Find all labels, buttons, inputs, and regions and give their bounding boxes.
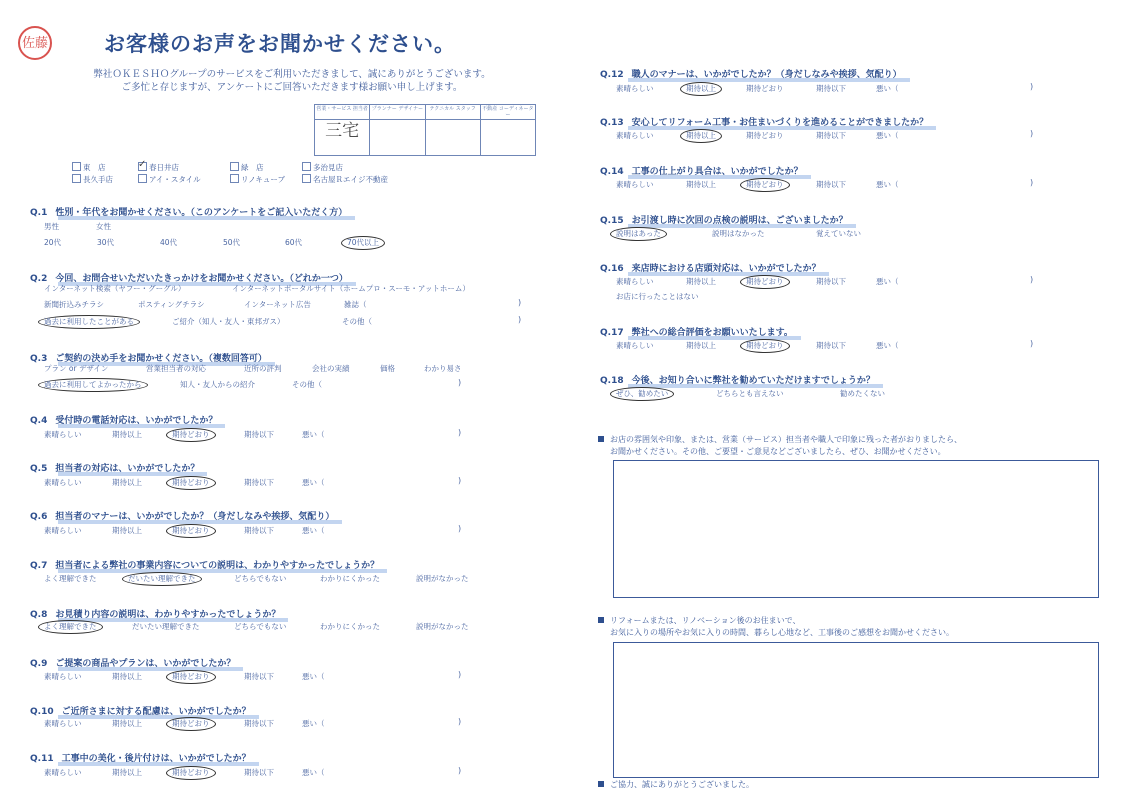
option-understood-well-selected[interactable]: よく理解できた [38, 620, 103, 634]
option-above-expectation[interactable]: 期待以上 [112, 719, 142, 728]
question-q7 [30, 553, 387, 573]
question-text: 工事中の美化・後片付けは、いかがでしたか？ [61, 754, 251, 764]
store-option[interactable] [72, 174, 113, 185]
option-excellent[interactable]: 素晴らしい [616, 277, 654, 286]
option-below-expectation[interactable]: 期待以下 [816, 341, 846, 350]
option-price[interactable]: 価格 [380, 364, 395, 373]
option-as-expected-selected[interactable]: 期待どおり [740, 178, 790, 192]
question-q3 [30, 346, 275, 366]
option-below-expectation[interactable]: 期待以下 [244, 719, 274, 728]
option-bad[interactable]: 悪い（ [302, 526, 325, 535]
close-paren: ) [1030, 82, 1034, 91]
option-dont-remember[interactable]: 覚えていない [816, 229, 861, 238]
question-text: 担当者の対応は、いかがでしたか？ [55, 464, 200, 474]
checkbox-icon[interactable] [138, 174, 147, 183]
prompt-line [598, 627, 954, 639]
option-excellent[interactable]: 素晴らしい [616, 180, 654, 189]
question-q15 [600, 208, 856, 228]
question-number: Q.7 [30, 561, 48, 571]
checkbox-checked-icon[interactable] [138, 162, 147, 171]
question-text: 担当者による弊社の事業内容についての説明は、わかりやすかったでしょうか？ [55, 561, 380, 571]
option-excellent[interactable]: 素晴らしい [44, 768, 82, 777]
checkbox-icon[interactable] [302, 162, 311, 171]
option-definitely-recommend-selected[interactable]: ぜひ、勧めたい [610, 387, 674, 401]
intro-line-1: 弊社ＯＫＥＳＨＯグループのサービスをご利用いただきまして、誠にありがとうございます。 [93, 69, 491, 80]
option-above-expectation[interactable]: 期待以上 [112, 526, 142, 535]
option-mostly-understood[interactable]: だいたい理解できた [132, 622, 200, 631]
staff-header-technical: テクニカル スタッフ [425, 105, 480, 120]
option-track-record[interactable]: 会社の実績 [312, 364, 350, 373]
question-heading [600, 325, 801, 340]
staff-header-realestate: 不動産 コーディネーター [480, 105, 535, 120]
question-heading [30, 461, 207, 476]
question-text: 受付時の電話対応は、いかがでしたか？ [55, 416, 218, 426]
staff-header-planner: プランナー デザイナー [370, 105, 425, 120]
option-bad[interactable]: 悪い（ [876, 277, 899, 286]
question-number: Q.4 [30, 416, 48, 426]
store-label: 長久手店 [83, 175, 113, 184]
option-no-explanation[interactable]: 説明がなかった [416, 574, 469, 583]
intro-text [62, 68, 522, 94]
page-title: お客様のお声をお聞かせください。 [104, 32, 456, 56]
question-number: Q.5 [30, 464, 48, 474]
question-q5 [30, 456, 207, 476]
question-q11 [30, 746, 259, 766]
option-female[interactable]: 女性 [96, 222, 111, 231]
option-as-expected[interactable]: 期待どおり [746, 131, 784, 140]
question-number: Q.2 [30, 274, 48, 284]
close-paren: ) [1030, 129, 1034, 138]
question-number: Q.10 [30, 707, 54, 717]
question-number: Q.15 [600, 216, 624, 226]
option-reputation[interactable]: 近所の評判 [244, 364, 282, 373]
question-q10 [30, 699, 259, 719]
question-q8 [30, 602, 288, 622]
option-sales-response[interactable]: 営業担当者の対応 [146, 364, 206, 373]
option-as-expected-selected[interactable]: 期待どおり [166, 766, 216, 780]
close-paren: ) [458, 524, 462, 533]
option-neither[interactable]: どちらでもない [234, 574, 287, 583]
store-option[interactable] [302, 174, 388, 185]
bullet-square-icon [598, 617, 604, 623]
option-bad[interactable]: 悪い（ [302, 478, 325, 487]
option-as-expected-selected[interactable]: 期待どおり [166, 428, 216, 442]
store-label: 多治見店 [313, 163, 343, 172]
store-option[interactable] [302, 162, 343, 173]
option-never-visited[interactable]: お店に行ったことはない [616, 292, 699, 301]
question-number: Q.17 [600, 328, 624, 338]
thanks-message [598, 779, 754, 790]
option-other[interactable]: その他（ [292, 380, 322, 389]
question-text: お見積り内容の説明は、わかりやすかったでしょうか？ [55, 610, 281, 620]
question-number: Q.11 [30, 754, 54, 764]
bullet-square-icon [598, 436, 604, 442]
option-as-expected-selected[interactable]: 期待どおり [166, 476, 216, 490]
option-below-expectation[interactable]: 期待以下 [244, 430, 274, 439]
option-below-expectation[interactable]: 期待以下 [244, 526, 274, 535]
option-as-expected-selected[interactable]: 期待どおり [166, 717, 216, 731]
option-below-expectation[interactable]: 期待以下 [244, 768, 274, 777]
option-used-before-good-selected[interactable]: 過去に利用してよかったから [38, 378, 148, 392]
option-excellent[interactable]: 素晴らしい [44, 430, 82, 439]
question-number: Q.1 [30, 208, 48, 218]
option-bad[interactable]: 悪い（ [302, 672, 325, 681]
store-option[interactable] [72, 162, 106, 173]
prompt-text: お気に入りの場所やお気に入りの時間、暮らし心地など、工事後のご感想をお聞かせください。 [610, 628, 954, 637]
question-heading [600, 115, 936, 130]
option-above-expectation[interactable]: 期待以上 [112, 768, 142, 777]
option-above-expectation[interactable]: 期待以上 [686, 341, 716, 350]
prompt-text: リフォームまたは、リノベーション後のお住まいで、 [610, 616, 801, 625]
option-bad[interactable]: 悪い（ [302, 719, 325, 728]
question-heading [600, 373, 883, 388]
option-below-expectation[interactable]: 期待以下 [244, 478, 274, 487]
question-number: Q.16 [600, 264, 624, 274]
store-label: 名古屋Ｒエイジ不動産 [313, 175, 388, 184]
store-label: 緑 店 [241, 163, 264, 172]
question-q6 [30, 504, 342, 524]
option-50s[interactable]: 50代 [223, 238, 241, 247]
option-not-explained[interactable]: 説明はなかった [712, 229, 765, 238]
question-heading [600, 261, 829, 276]
close-paren: ) [458, 766, 462, 775]
option-excellent[interactable]: 素晴らしい [44, 478, 82, 487]
question-heading [600, 213, 856, 228]
option-bad[interactable]: 悪い（ [302, 430, 325, 439]
close-paren: ) [458, 428, 462, 437]
question-text: 性別・年代をお聞かせください。（このアンケートをご記入いただく方） [55, 208, 348, 218]
store-label: 春日井店 [149, 163, 179, 172]
question-heading [30, 704, 259, 719]
question-heading [600, 164, 811, 179]
question-heading [30, 656, 243, 671]
question-text: ご提案の商品やプランは、いかがでしたか？ [55, 659, 236, 669]
option-40s[interactable]: 40代 [160, 238, 178, 247]
option-understood-well[interactable]: よく理解できた [44, 574, 97, 583]
store-option[interactable] [138, 174, 201, 185]
checkbox-icon[interactable] [230, 174, 239, 183]
question-number: Q.12 [600, 70, 624, 80]
option-neither[interactable]: どちらでもない [234, 622, 287, 631]
option-below-expectation[interactable]: 期待以下 [244, 672, 274, 681]
option-hard-to-understand[interactable]: わかりにくかった [320, 622, 380, 631]
prompt-text: お聞かせください。その他、ご要望・ご意見などございましたら、ぜひ、お聞かせください。 [610, 447, 946, 456]
name-seal-stamp [18, 26, 52, 60]
option-no-explanation[interactable]: 説明がなかった [416, 622, 469, 631]
option-used-before-selected[interactable]: 過去に利用したことがある [38, 315, 140, 329]
option-posting-flyer[interactable]: ポスティングチラシ [138, 300, 205, 309]
question-heading [30, 413, 225, 428]
question-text: 今回、お問合せいただいたきっかけをお聞かせください。（どれか一つ） [55, 274, 348, 284]
question-q1 [30, 200, 355, 220]
option-60s[interactable]: 60代 [285, 238, 303, 247]
intro-line-2: ご多忙と存じますが、アンケートにご回答いただきます様お願い申し上げます。 [121, 82, 463, 93]
option-male[interactable]: 男性 [44, 222, 59, 231]
question-text: 今後、お知り合いに弊社を勧めていただけますでしょうか？ [631, 376, 875, 386]
question-heading [30, 558, 387, 573]
option-explained-selected[interactable]: 説明はあった [610, 227, 667, 241]
question-text: 工事の仕上がり具合は、いかがでしたか？ [631, 167, 803, 177]
option-portal-site[interactable]: インターネットポータルサイト（ホームプロ・スーモ・アットホーム） [232, 284, 470, 293]
option-magazine[interactable]: 雑誌（ [344, 300, 367, 309]
staff-technical-name[interactable] [425, 120, 480, 156]
staff-planner-name[interactable] [370, 120, 425, 156]
question-q18 [600, 368, 883, 388]
staff-table [314, 104, 536, 156]
free-comment-prompt-1 [598, 434, 962, 458]
question-text: 職人のマナーは、いかがでしたか？（身だしなみや挨拶、気配り） [631, 70, 902, 80]
option-referral[interactable]: ご紹介（知人・友人・東邦ガス） [172, 317, 285, 326]
question-text: ご契約の決め手をお聞かせください。（複数回答可） [55, 354, 267, 364]
question-q12 [600, 62, 910, 82]
question-number: Q.6 [30, 512, 48, 522]
checkbox-icon[interactable] [302, 174, 311, 183]
option-as-expected-selected[interactable]: 期待どおり [166, 670, 216, 684]
question-number: Q.3 [30, 354, 48, 364]
store-option[interactable] [230, 162, 264, 173]
question-q4 [30, 408, 225, 428]
option-internet-search[interactable]: インターネット検索（ヤフー・グーグル） [44, 284, 186, 293]
question-text: 来店時における店頭対応は、いかがでしたか？ [631, 264, 821, 274]
option-as-expected[interactable]: 期待どおり [746, 84, 784, 93]
option-excellent[interactable]: 素晴らしい [616, 84, 654, 93]
question-heading [30, 205, 355, 220]
free-comment-prompt-2 [598, 615, 954, 639]
prompt-text: お店の雰囲気や印象、または、営業（サービス）担当者や職人で印象に残った者がおりましたら、 [610, 435, 962, 444]
close-paren: ) [458, 717, 462, 726]
option-clarity[interactable]: わかり易さ [424, 364, 462, 373]
staff-realestate-name[interactable] [480, 120, 535, 156]
option-above-expectation[interactable]: 期待以上 [112, 430, 142, 439]
option-bad[interactable]: 悪い（ [876, 131, 899, 140]
option-bad[interactable]: 悪い（ [876, 180, 899, 189]
option-excellent[interactable]: 素晴らしい [44, 526, 82, 535]
store-label: リノキューブ [241, 175, 286, 184]
close-paren: ) [1030, 339, 1034, 348]
option-above-expectation-selected[interactable]: 期待以上 [680, 129, 722, 143]
close-paren: ) [518, 298, 522, 307]
option-30s[interactable]: 30代 [97, 238, 115, 247]
question-text: お引渡し時に次回の点検の説明は、ございましたか？ [631, 216, 848, 226]
option-cannot-say[interactable]: どちらとも言えない [716, 389, 784, 398]
free-comment-box-2[interactable] [613, 642, 1099, 778]
question-q17 [600, 320, 801, 340]
question-q14 [600, 159, 811, 179]
prompt-line [598, 615, 954, 627]
close-paren: ) [1030, 275, 1034, 284]
store-label: 東 店 [83, 163, 106, 172]
store-option[interactable] [138, 162, 179, 173]
question-text: 安心してリフォーム工事・お住まいづくりを進めることができましたか？ [631, 118, 929, 128]
question-heading [30, 751, 259, 766]
option-excellent[interactable]: 素晴らしい [616, 131, 654, 140]
option-70s-selected[interactable]: 70代以上 [341, 236, 385, 250]
question-text: 担当者のマナーは、いかがでしたか？（身だしなみや挨拶、気配り） [55, 512, 335, 522]
checkbox-icon[interactable] [72, 174, 81, 183]
option-bad[interactable]: 悪い（ [302, 768, 325, 777]
question-number: Q.13 [600, 118, 624, 128]
prompt-line [598, 434, 962, 446]
question-text: 弊社への総合評価をお願いいたします。 [631, 328, 793, 338]
question-number: Q.9 [30, 659, 48, 669]
option-hard-to-understand[interactable]: わかりにくかった [320, 574, 380, 583]
option-internet-ad[interactable]: インターネット広告 [244, 300, 311, 309]
option-as-expected-selected[interactable]: 期待どおり [166, 524, 216, 538]
question-q2 [30, 266, 356, 286]
option-as-expected-selected[interactable]: 期待どおり [740, 339, 790, 353]
question-heading [600, 67, 910, 82]
option-excellent[interactable]: 素晴らしい [616, 341, 654, 350]
option-excellent[interactable]: 素晴らしい [44, 719, 82, 728]
option-other[interactable]: その他（ [342, 317, 372, 326]
option-above-expectation[interactable]: 期待以上 [686, 180, 716, 189]
prompt-line [598, 446, 962, 458]
thanks-text: ご協力、誠にありがとうございました。 [610, 780, 754, 789]
close-paren: ) [518, 315, 522, 324]
staff-sales-name[interactable]: 三宅 [315, 120, 370, 156]
option-would-not-recommend[interactable]: 勧めたくない [840, 389, 885, 398]
store-option[interactable] [230, 174, 285, 185]
option-plan-design[interactable]: プラン or デザイン [44, 364, 109, 373]
option-above-expectation[interactable]: 期待以上 [112, 672, 142, 681]
option-bad[interactable]: 悪い（ [876, 341, 899, 350]
question-q16 [600, 256, 829, 276]
option-bad[interactable]: 悪い（ [876, 84, 899, 93]
option-mostly-understood-selected[interactable]: だいたい理解できた [122, 572, 202, 586]
seal-text: 佐藤 [21, 35, 48, 51]
option-above-expectation-selected[interactable]: 期待以上 [680, 82, 722, 96]
close-paren: ) [1030, 178, 1034, 187]
option-above-expectation[interactable]: 期待以上 [112, 478, 142, 487]
question-text: ご近所さまに対する配慮は、いかがでしたか？ [61, 707, 251, 717]
option-below-expectation[interactable]: 期待以下 [816, 131, 846, 140]
staff-header-sales: 営業・サービス 担当者 [315, 105, 370, 120]
close-paren: ) [458, 378, 462, 387]
option-below-expectation[interactable]: 期待以下 [816, 180, 846, 189]
close-paren: ) [458, 476, 462, 485]
option-above-expectation[interactable]: 期待以上 [686, 277, 716, 286]
checkbox-icon[interactable] [72, 162, 81, 171]
option-excellent[interactable]: 素晴らしい [44, 672, 82, 681]
checkbox-icon[interactable] [230, 162, 239, 171]
question-number: Q.14 [600, 167, 624, 177]
close-paren: ) [458, 670, 462, 679]
store-label: アイ・スタイル [149, 175, 201, 184]
option-as-expected-selected[interactable]: 期待どおり [740, 275, 790, 289]
option-below-expectation[interactable]: 期待以下 [816, 84, 846, 93]
free-comment-box-1[interactable] [613, 460, 1099, 598]
option-20s[interactable]: 20代 [44, 238, 62, 247]
option-newspaper-flyer[interactable]: 新聞折込みチラシ [44, 300, 104, 309]
bullet-square-icon [598, 781, 604, 787]
question-q9 [30, 651, 243, 671]
option-friend-referral[interactable]: 知人・友人からの紹介 [180, 380, 255, 389]
question-number: Q.8 [30, 610, 48, 620]
option-below-expectation[interactable]: 期待以下 [816, 277, 846, 286]
question-number: Q.18 [600, 376, 624, 386]
question-heading [30, 509, 342, 524]
question-q13 [600, 110, 936, 130]
